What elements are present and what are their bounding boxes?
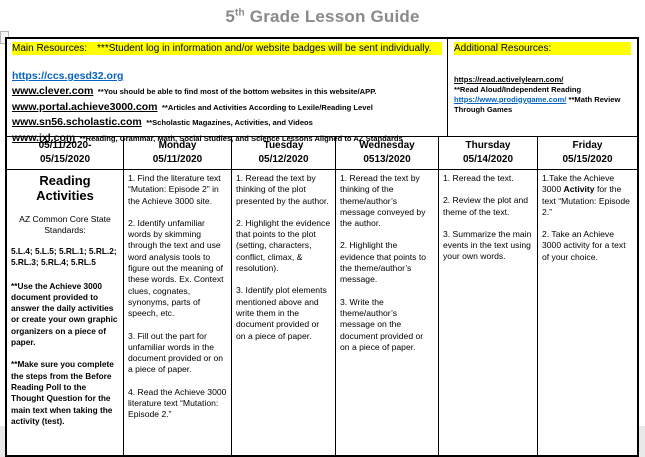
link-ixl-note: **Reading, Grammar, Math, Social Studies, and Science Lessons Aligned to AZ Standards xyxy=(79,133,403,143)
main-resources-note: ***Student log in information and/or website badges will be sent individually. xyxy=(97,43,432,54)
paragraph: 2. Highlight the evidence that points to the theme/author’s message. xyxy=(340,240,426,285)
main-resources-heading: Main Resources: xyxy=(12,43,88,54)
header-line1: Thursday xyxy=(465,140,511,151)
header-cell-tuesday xyxy=(231,137,335,169)
friday-p1-pre: 1.Take the Achieve 3000 xyxy=(542,173,615,195)
header-cell-friday xyxy=(537,137,637,169)
link-scholastic[interactable]: www.sn56.scholastic.com xyxy=(12,116,142,129)
header-line2: 05/15/2020 xyxy=(562,153,613,165)
cell-reading-activities xyxy=(7,170,123,457)
additional-resources-heading: Additional Resources: xyxy=(454,42,631,55)
header-line1: 05/11/2020- xyxy=(38,140,92,151)
link-clever-note: **You should be able to find most of the bottom websites in this website/APP. xyxy=(97,87,377,97)
header-line2: 05/14/2020 xyxy=(462,153,514,165)
spacer xyxy=(12,55,442,68)
link-scholastic-note: **Scholastic Magazines, Activities, and Videos xyxy=(146,118,313,128)
header-line1: Monday xyxy=(158,140,197,151)
paragraph xyxy=(542,173,633,218)
link-ixl[interactable]: www.ixl.com xyxy=(12,131,76,144)
paragraph: 3. Summarize the main events in the text using your own words. xyxy=(443,228,532,262)
reading-activities-subtitle: AZ Common Core State Standards: xyxy=(19,214,111,235)
paragraph: 2. Review the plot and theme of the text. xyxy=(443,195,529,217)
link-activelylearn[interactable]: https://read.activelylearn.com/ xyxy=(454,75,564,84)
paragraph: 2. Highlight the evidence that points to the plot (setting, characters, conflict, climax, & resolution). xyxy=(236,217,331,274)
paragraph: 1. Reread the text by thinking of the plot presented by the author. xyxy=(236,173,329,206)
paragraph: 1. Reread the text by thinking of the theme/author’s message conveyed by the author. xyxy=(340,173,426,229)
main-resources-cell xyxy=(7,39,448,144)
title-number: 5 xyxy=(225,7,235,26)
link-prodigygame[interactable]: https://www.prodigygame.com/ xyxy=(454,95,567,104)
header-cell-thursday xyxy=(438,137,537,169)
paragraph: **Use the Achieve 3000 document provided to answer the daily activities or create your own graphic organizers on a piece of paper. xyxy=(11,280,118,348)
prodigygame-note: **Math Review Through Games xyxy=(454,95,621,114)
table-header-row xyxy=(7,137,637,170)
standards-list: 5.L.4; 5.L.5; 5.RL.1; 5.RL.2; 5.RL.3; 5.RL.4; 5.RL.5 xyxy=(11,246,117,268)
spacer xyxy=(454,55,631,75)
link-achieve3000-note: **Articles and Activities According to Lexile/Reading Level xyxy=(161,102,373,112)
link-achieve3000[interactable]: www.portal.achieve3000.com xyxy=(12,100,158,113)
cell-tuesday xyxy=(231,170,335,457)
paragraph: 3. Identify plot elements mentioned above and write them in the document provided or on a piece of paper. xyxy=(236,285,327,341)
paragraph: 1. Find the literature text “Mutation: Episode 2” in the Achieve 3000 site. xyxy=(128,173,221,206)
link-ccs-gesd32[interactable]: https://ccs.gesd32.org xyxy=(12,70,124,82)
header-line1: Wednesday xyxy=(359,140,415,151)
header-line2: 05/12/2020 xyxy=(258,153,309,165)
paragraph: 4. Read the Achieve 3000 literature text “Mutation: Episode 2.” xyxy=(128,386,227,420)
cell-friday xyxy=(537,170,637,457)
main-resources-heading-line xyxy=(12,42,442,55)
additional-resources-links xyxy=(454,75,631,115)
reading-activities-title: Reading Activities xyxy=(36,173,94,203)
header-line2: 0513/2020 xyxy=(363,153,411,165)
cell-monday xyxy=(123,170,231,457)
paragraph: 2. Take an Achieve 3000 activity for a text of your choice. xyxy=(542,229,626,262)
header-line2: 05/11/2020 xyxy=(152,153,203,165)
paragraph: **Make sure you complete the steps from the Before Reading Poll to the Thought Question for the main text when taking the activity (test). xyxy=(11,359,114,426)
lesson-guide-table xyxy=(5,37,639,457)
friday-p1-activity-bold: Activity xyxy=(563,184,595,195)
title-superscript: th xyxy=(235,7,245,19)
header-line2: 05/15/2020 xyxy=(39,153,91,165)
paragraph: 1. Reread the text. xyxy=(443,173,514,183)
cell-wednesday xyxy=(335,170,438,457)
title-text: Grade Lesson Guide xyxy=(244,7,420,26)
paragraph: 3. Write the theme/author’s message on the document provided or on a piece of paper. xyxy=(340,296,424,352)
friday-p1-post: for the text “Mutation: Episode 2.” xyxy=(542,184,630,217)
link-line-clever xyxy=(12,83,442,98)
resources-row xyxy=(7,39,637,144)
cell-thursday xyxy=(438,170,537,457)
header-cell-monday xyxy=(123,137,231,169)
page-title xyxy=(0,0,645,27)
additional-resources-cell xyxy=(448,39,637,136)
paragraph: 2. Identify unfamiliar words by skimming through the text and use word analysis tools to figure out the meaning of these words. Ex. Context clues, cognates, synonyms, parts of speech, etc. xyxy=(128,217,224,319)
link-clever[interactable]: www.clever.com xyxy=(12,85,94,98)
table-body-row xyxy=(7,170,637,457)
activelylearn-note: **Read Aloud/Independent Reading xyxy=(454,85,582,94)
link-line-ccs xyxy=(12,68,442,83)
link-line-achieve3000 xyxy=(12,99,442,114)
header-cell-wednesday xyxy=(335,137,438,169)
header-line1: Friday xyxy=(572,140,603,151)
paragraph: 3. Fill out the part for unfamiliar words in the document provided or on a piece of paper. xyxy=(128,330,224,375)
header-cell-week-range xyxy=(7,137,123,169)
header-line1: Tuesday xyxy=(263,140,304,151)
